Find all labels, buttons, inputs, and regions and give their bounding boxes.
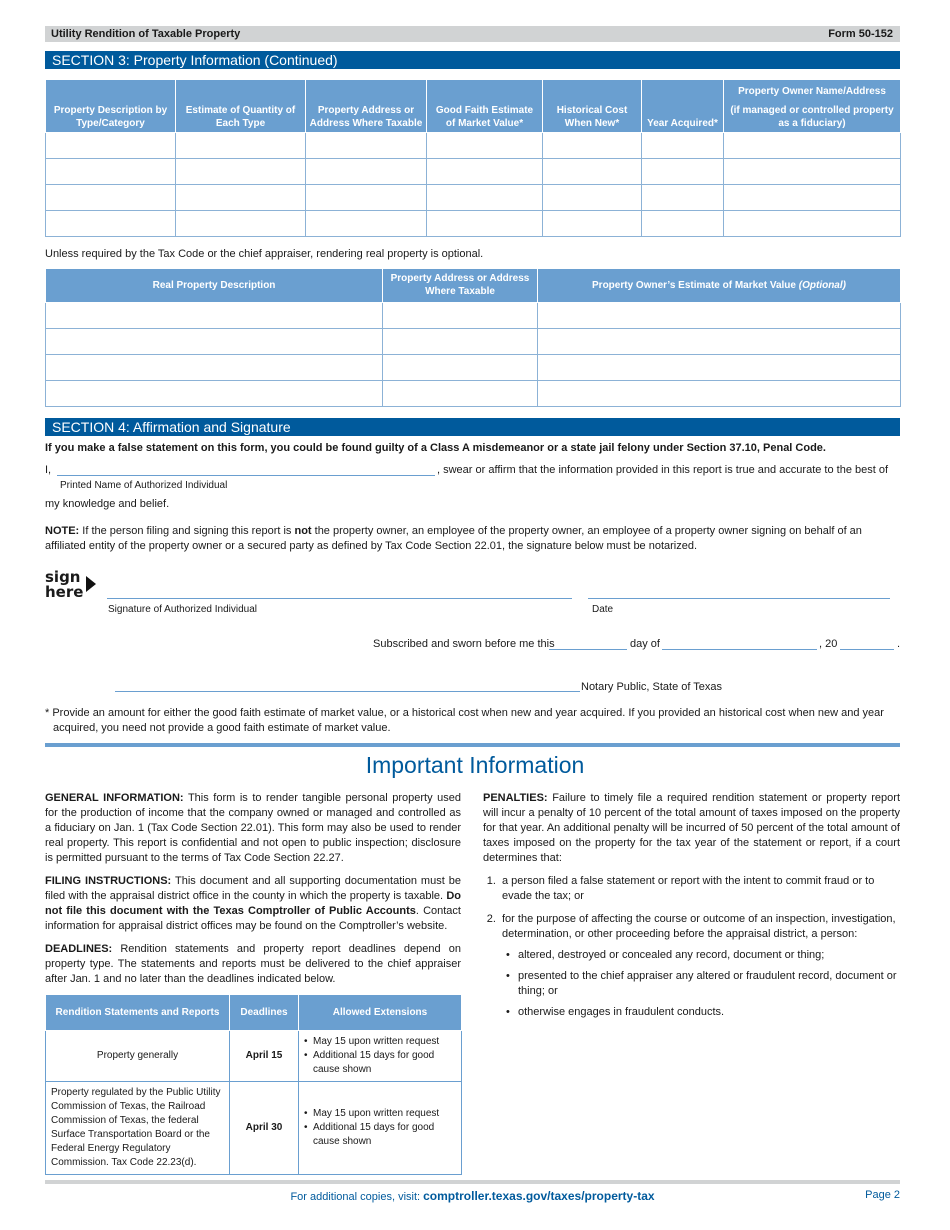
input-cell[interactable]	[306, 210, 427, 236]
extension-item: • May 15 upon written request	[304, 1035, 456, 1049]
input-cell[interactable]	[383, 328, 538, 354]
signature-field[interactable]	[107, 598, 572, 599]
note-lead: NOTE:	[45, 525, 80, 537]
filing-bold: Do not file this document with the Texas Comptroller of Public Accounts	[45, 890, 461, 917]
row-type: Property regulated by the Public Utility Commission of Texas, the Railroad Commission of Texas, the federal Surface Transportation Board or the Federal Energy Regulatory Commission. Tax Code 22.23(d).	[46, 1082, 230, 1175]
footer-copies	[45, 1189, 900, 1203]
filing-instructions	[45, 874, 461, 934]
penalties	[483, 791, 900, 866]
penalty-sub-item: • altered, destroyed or concealed any record, document or thing;	[506, 948, 900, 963]
input-cell[interactable]	[383, 302, 538, 328]
table-row	[46, 132, 901, 158]
col-real-property-address: Property Address or Address Where Taxable	[383, 269, 538, 302]
table-row	[46, 380, 901, 406]
sworn-year-field[interactable]	[840, 649, 894, 650]
filing-text2: . Contact information for appraisal district offices may be found on the Comptroller’s website.	[45, 905, 461, 932]
section3-title: SECTION 3: Property Information (Continued)	[45, 51, 900, 69]
penalties-text: Failure to timely file a required rendition statement or property report will incur a penalty of 10 percent of the total amount of taxes imposed on the property for that year. An additional penalty will be incurred of 50 percent of the total amount of taxes imposed on the property for the tax year of the statement or report, if a court determines that:	[483, 792, 900, 864]
left-column	[45, 791, 461, 995]
row-deadline: April 15	[230, 1031, 299, 1082]
penalty-item-text: for the purpose of affecting the course or outcome of an inspection, investigation, determination, or other proceeding before the appraisal district, a person:	[502, 913, 896, 940]
col-owner-estimate	[538, 269, 901, 302]
real-property-note: Unless required by the Tax Code or the chief appraiser, rendering real property is optional.	[45, 248, 484, 260]
input-cell[interactable]	[724, 132, 901, 158]
footnote: * Provide an amount for either the good faith estimate of market value, or a historical cost when new and year acquired. If you provided an historical cost when new and year acquired, you need not provide a good faith estimate of market value.	[45, 707, 884, 734]
col-historical-cost: Historical Cost When New*	[543, 80, 642, 132]
input-cell[interactable]	[642, 158, 724, 184]
date-label: Date	[592, 604, 614, 615]
extension-item: • Additional 15 days for good cause shown	[304, 1121, 456, 1149]
table-row	[46, 158, 901, 184]
col-good-faith-estimate: Good Faith Estimate of Market Value*	[427, 80, 543, 132]
col-deadlines: Deadlines	[230, 995, 299, 1031]
input-cell[interactable]	[543, 158, 642, 184]
input-cell[interactable]	[46, 210, 176, 236]
input-cell[interactable]	[46, 158, 176, 184]
input-cell[interactable]	[46, 184, 176, 210]
footer-url-link[interactable]: comptroller.texas.gov/taxes/property-tax	[423, 1189, 655, 1203]
input-cell[interactable]	[543, 210, 642, 236]
input-cell[interactable]	[46, 132, 176, 158]
penalty-sub-item: • presented to the chief appraiser any altered or fraudulent record, document or thing; or	[506, 969, 900, 999]
input-cell[interactable]	[46, 328, 383, 354]
notary-signature-field[interactable]	[115, 691, 580, 692]
property-info-table	[45, 80, 901, 237]
table-row	[46, 328, 901, 354]
input-cell[interactable]	[642, 132, 724, 158]
table-row	[46, 1082, 462, 1175]
date-field[interactable]	[588, 598, 890, 599]
note-part1: If the person filing and signing this report is	[79, 525, 295, 537]
input-cell[interactable]	[543, 184, 642, 210]
year-prefix: , 20	[819, 638, 838, 650]
extension-item: • May 15 upon written request	[304, 1107, 456, 1121]
page-number: Page 2	[865, 1189, 900, 1201]
penalty-item: 1. a person filed a false statement or report with the intent to commit fraud or to evade the tax; or	[499, 874, 900, 904]
real-property-table	[45, 269, 901, 407]
form-number: Form 50-152	[828, 28, 893, 40]
col-estimate-quantity: Estimate of Quantity of Each Type	[176, 80, 306, 132]
input-cell[interactable]	[427, 210, 543, 236]
signature-label: Signature of Authorized Individual	[108, 604, 257, 615]
penalties-lead: PENALTIES:	[483, 792, 548, 804]
here-word: here	[45, 583, 84, 601]
footer-copies-text: For additional copies, visit:	[290, 1191, 424, 1203]
input-cell[interactable]	[306, 132, 427, 158]
owner-column-line2: (if managed or controlled property as a fiduciary)	[730, 104, 894, 129]
col-allowed-extensions: Allowed Extensions	[299, 995, 462, 1031]
footer-divider	[45, 1180, 900, 1184]
input-cell[interactable]	[46, 380, 383, 406]
input-cell[interactable]	[176, 210, 306, 236]
input-cell[interactable]	[383, 354, 538, 380]
extension-item: • Additional 15 days for good cause shown	[304, 1049, 456, 1077]
input-cell[interactable]	[383, 380, 538, 406]
penalty-sub-list	[506, 948, 900, 1020]
table-row	[46, 302, 901, 328]
input-cell[interactable]	[724, 210, 901, 236]
penalty-sub-item: • otherwise engages in fraudulent conducts.	[506, 1005, 900, 1020]
col-property-address: Property Address or Address Where Taxable	[306, 80, 427, 132]
filing-text1: This document and all supporting documentation must be filed with the appraisal district office in the county in which the property is taxable.	[45, 875, 461, 902]
penalty-list	[499, 874, 900, 1020]
printed-name-field[interactable]	[57, 475, 435, 476]
false-statement-warning: If you make a false statement on this form, you could be found guilty of a Class A misdemeanor or a state jail felony under Section 37.10, Penal Code.	[45, 442, 826, 454]
optional-label: (Optional)	[798, 279, 846, 291]
penalty-item	[499, 912, 900, 1020]
form-title: Utility Rendition of Taxable Property	[51, 28, 241, 40]
period: .	[897, 638, 901, 650]
input-cell[interactable]	[176, 132, 306, 158]
owner-estimate-label: Property Owner’s Estimate of Market Value	[592, 279, 796, 291]
input-cell[interactable]	[538, 354, 901, 380]
sign-here-arrow-icon	[86, 576, 96, 592]
input-cell[interactable]	[176, 158, 306, 184]
col-owner-name-address	[724, 80, 901, 132]
input-cell[interactable]	[642, 210, 724, 236]
knowledge-text: my knowledge and belief.	[45, 498, 170, 510]
table-row	[46, 184, 901, 210]
deadlines-lead: DEADLINES:	[45, 943, 113, 955]
row-deadline: April 30	[230, 1082, 299, 1175]
sign-word: sign	[45, 568, 81, 586]
input-cell[interactable]	[724, 158, 901, 184]
notary-label: Notary Public, State of Texas	[581, 681, 723, 693]
input-cell[interactable]	[46, 354, 383, 380]
affirm-text: , swear or affirm that the information provided in this report is true and accurate to the best of	[437, 464, 889, 476]
col-year-acquired: Year Acquired*	[642, 80, 724, 132]
divider	[45, 743, 900, 747]
printed-name-label: Printed Name of Authorized Individual	[60, 480, 228, 491]
deadlines-text: Rendition statements and property report deadlines depend on property type. The statements and reports must be delivered to the chief appraiser after Jan. 1 and no later than the deadlines indicated below.	[45, 943, 461, 985]
input-cell[interactable]	[46, 302, 383, 328]
table-row	[46, 210, 901, 236]
section4-title: SECTION 4: Affirmation and Signature	[45, 418, 900, 436]
i-prefix: I,	[45, 464, 52, 476]
input-cell[interactable]	[543, 132, 642, 158]
day-of-text: day of	[630, 638, 660, 650]
general-text: This form is to render tangible personal property used for the production of income that the company owned or managed and controlled as a fiduciary on Jan. 1 (Tax Code Section 22.01). This form may also be used to render real property. This report is confidential and not open to public inspection; disclosure is permitted pursuant to the terms of Tax Code Section 22.27.	[45, 792, 462, 864]
input-cell[interactable]	[427, 184, 543, 210]
deadlines-table	[45, 994, 462, 1175]
right-column	[483, 791, 900, 1028]
input-cell[interactable]	[427, 132, 543, 158]
general-information	[45, 791, 461, 866]
table-row	[46, 354, 901, 380]
input-cell[interactable]	[427, 158, 543, 184]
input-cell[interactable]	[306, 158, 427, 184]
owner-column-line1: Property Owner Name/Address	[738, 85, 886, 97]
note-part2: the property owner, an employee of the property owner, an employee of a property owner signing on behalf of an affiliated entity of the property owner or a secured party as defined by Tax Code Section 22.01, the signature below must be notarized.	[45, 525, 862, 552]
subscribed-text: Subscribed and sworn before me this	[373, 638, 555, 650]
col-property-description: Property Description by Type/Category	[46, 80, 176, 132]
col-rendition-statements: Rendition Statements and Reports	[46, 995, 230, 1031]
row-extensions	[299, 1031, 462, 1082]
notary-note	[45, 524, 900, 554]
input-cell[interactable]	[642, 184, 724, 210]
col-real-property-description: Real Property Description	[46, 269, 383, 302]
input-cell[interactable]	[306, 184, 427, 210]
input-cell[interactable]	[538, 302, 901, 328]
sworn-day-field[interactable]	[549, 649, 627, 650]
row-type: Property generally	[46, 1031, 230, 1082]
deadlines	[45, 942, 461, 987]
sworn-month-field[interactable]	[662, 649, 817, 650]
general-lead: GENERAL INFORMATION:	[45, 792, 184, 804]
form-header-bar	[45, 26, 900, 42]
input-cell[interactable]	[538, 328, 901, 354]
input-cell[interactable]	[538, 380, 901, 406]
input-cell[interactable]	[176, 184, 306, 210]
input-cell[interactable]	[724, 184, 901, 210]
note-not: not	[294, 525, 312, 537]
table-row	[46, 1031, 462, 1082]
important-info-title: Important Information	[365, 752, 585, 778]
row-extensions	[299, 1082, 462, 1175]
filing-lead: FILING INSTRUCTIONS:	[45, 875, 172, 887]
